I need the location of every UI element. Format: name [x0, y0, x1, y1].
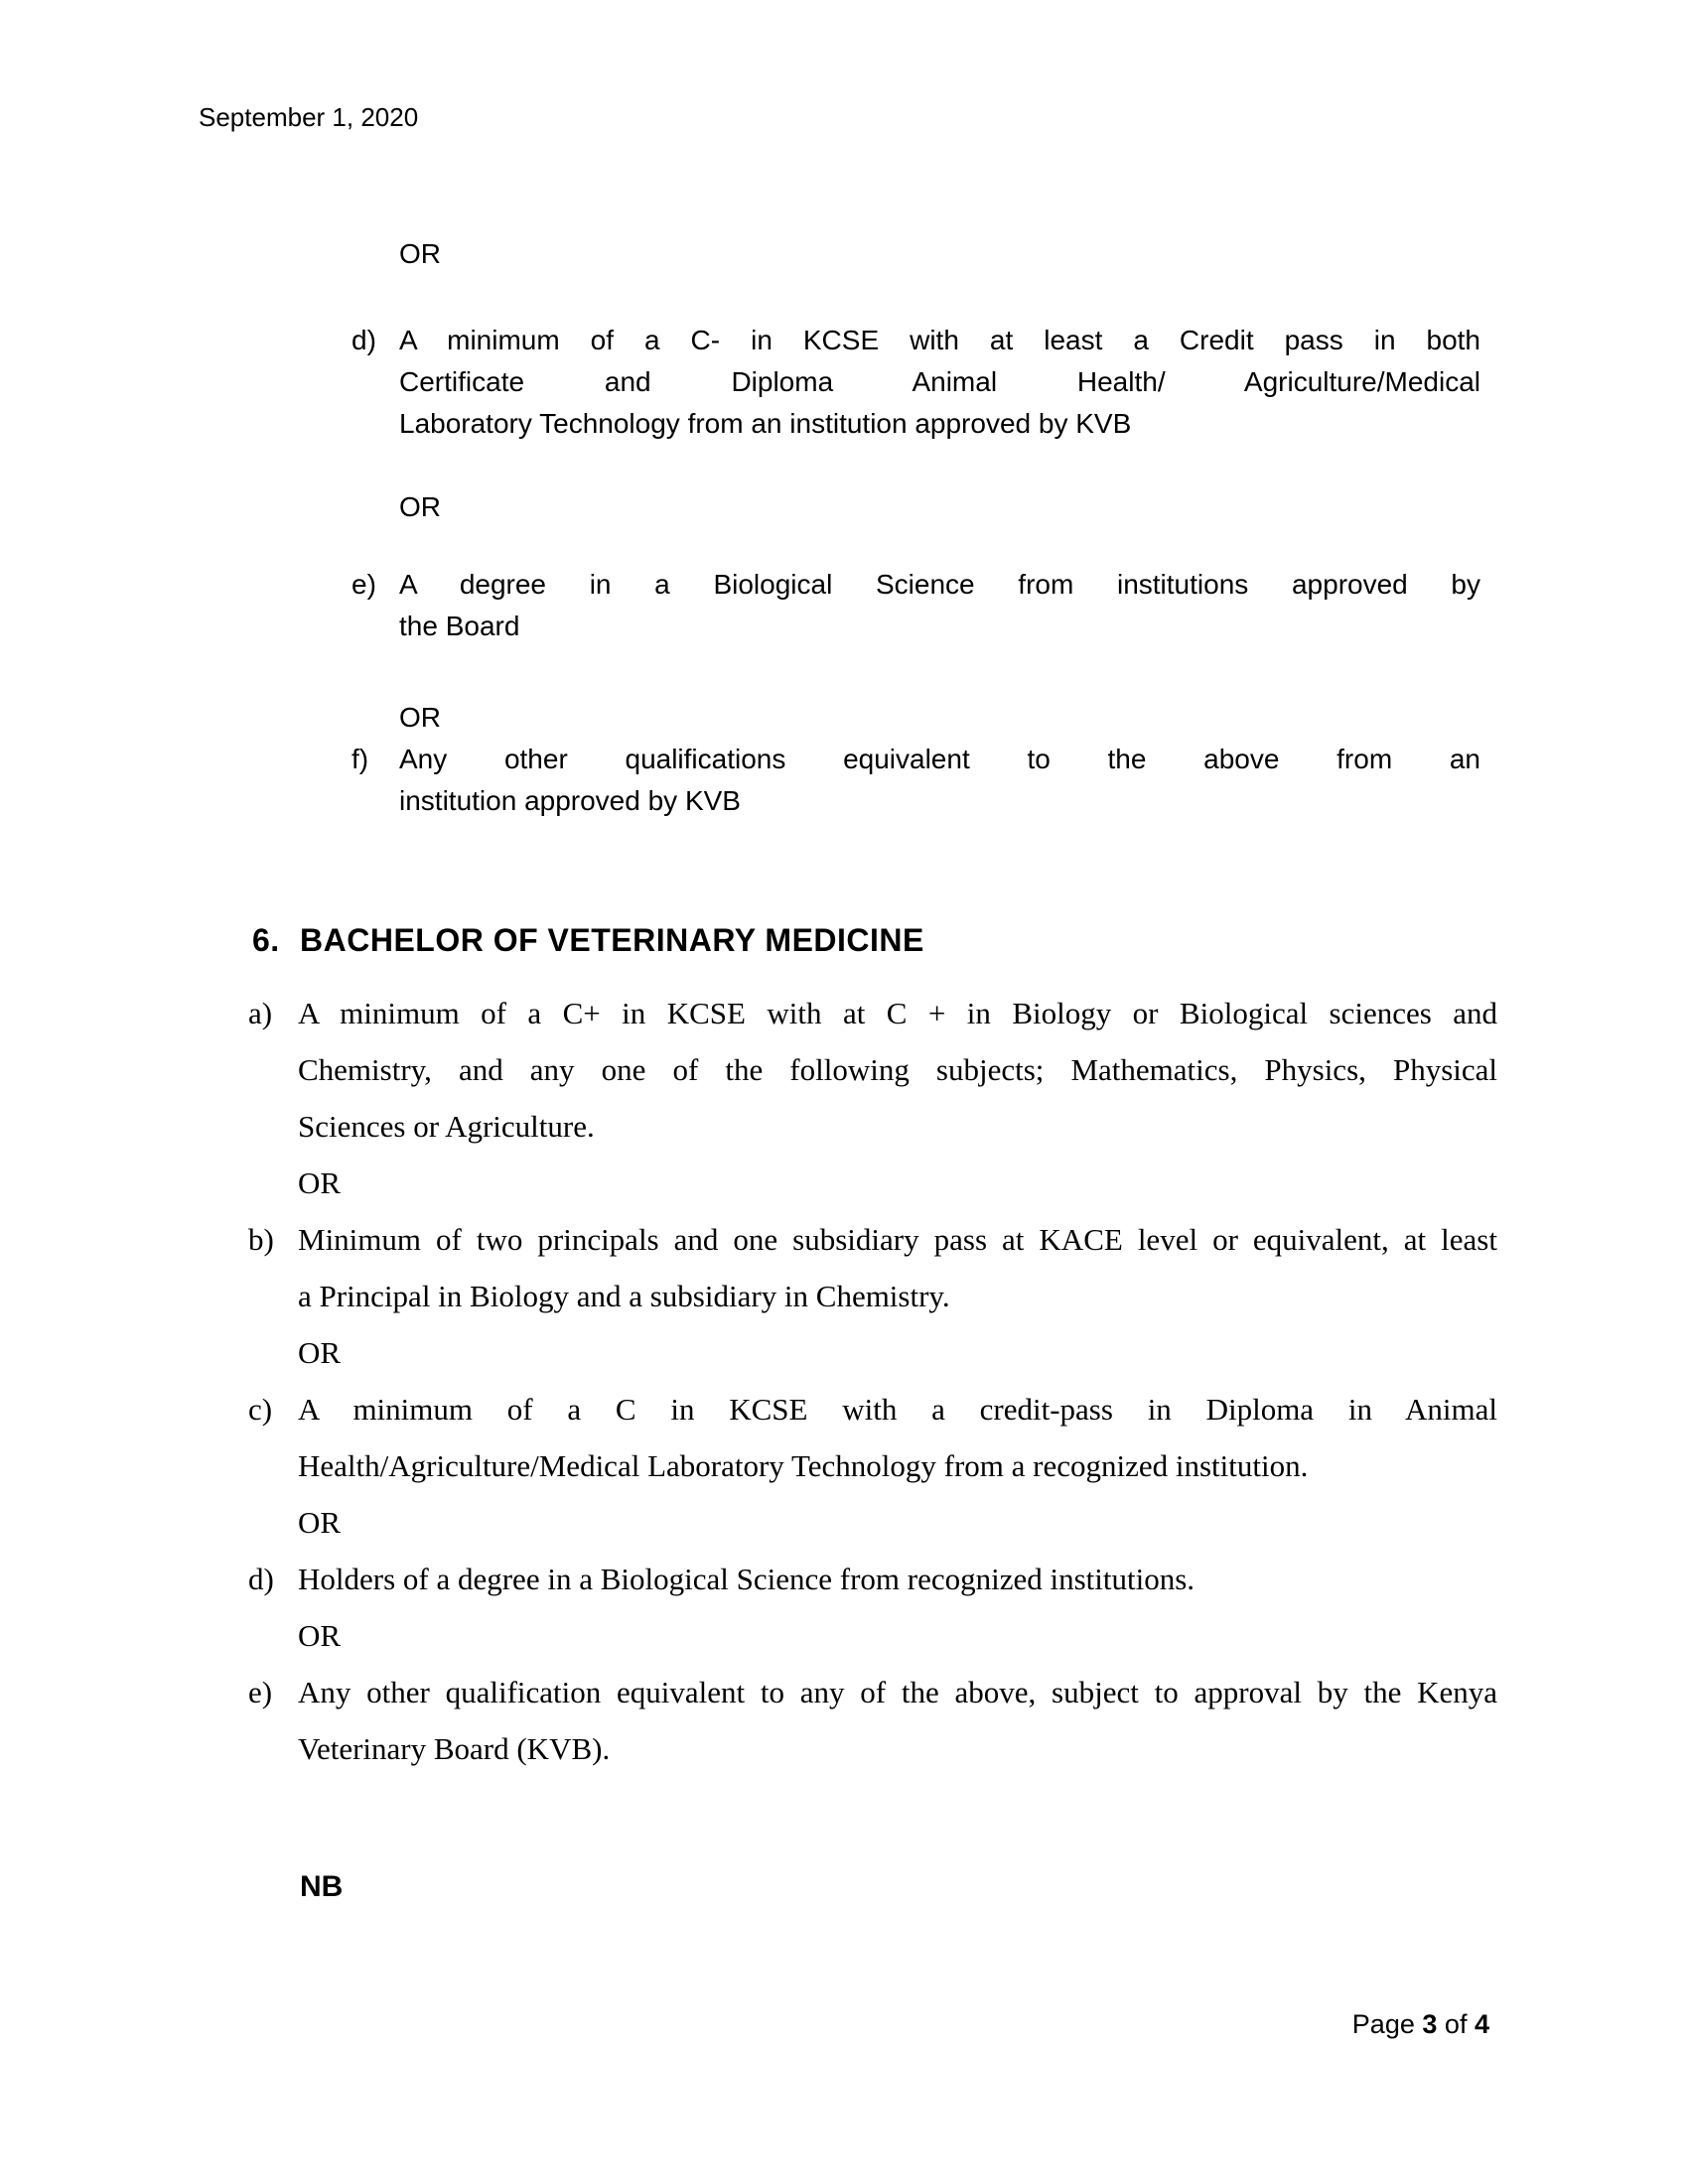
- list-item: [352, 739, 1480, 822]
- text-line: a Principal in Biology and a subsidiary in Chemistry.: [298, 1279, 950, 1313]
- text-line: Laboratory Technology from an institution approved by KVB: [399, 408, 1132, 439]
- or-separator: OR: [298, 1335, 342, 1370]
- list-item-label: d): [248, 1562, 274, 1596]
- list-item: [352, 320, 1480, 445]
- text-line: A minimum of a C in KCSE with a credit-pass in Diploma in Animal: [298, 1392, 1497, 1427]
- list-item-label: e): [248, 1675, 273, 1709]
- list-item-text: [399, 739, 1480, 822]
- footer-page-word: Page: [1351, 2009, 1415, 2039]
- list-item-label: d): [352, 325, 376, 355]
- list-item-text: [298, 1381, 1497, 1494]
- text-line: institution approved by KVB: [399, 785, 741, 816]
- section-title: BACHELOR OF VETERINARY MEDICINE: [300, 922, 924, 958]
- text-line: Minimum of two principals and one subsidiary pass at KACE level or equivalent, at least: [298, 1222, 1497, 1257]
- list-item: [248, 985, 1497, 1155]
- text-line: Sciences or Agriculture.: [298, 1109, 595, 1144]
- list-item-label: e): [352, 569, 376, 600]
- list-item-label: f): [352, 744, 369, 774]
- page-footer: [1352, 2007, 1489, 2041]
- or-separator: OR: [298, 1505, 342, 1540]
- footer-of-word: of: [1444, 2009, 1468, 2039]
- text-line: A degree in a Biological Science from institutions approved by: [399, 569, 1480, 600]
- section-heading: [252, 920, 924, 960]
- list-item-text: [298, 1211, 1497, 1324]
- text-line: A minimum of a C+ in KCSE with at C + in Biology or Biological sciences and: [298, 996, 1497, 1030]
- footer-page-number: 3: [1422, 2009, 1438, 2039]
- or-separator: OR: [298, 1165, 342, 1200]
- list-item-text: [399, 564, 1480, 647]
- list-item-label: b): [248, 1222, 274, 1257]
- list-item-text: [399, 320, 1480, 445]
- text-line: Health/Agriculture/Medical Laboratory Technology from a recognized institution.: [298, 1448, 1309, 1483]
- footer-page-total: 4: [1474, 2009, 1489, 2039]
- or-separator: OR: [399, 702, 441, 733]
- text-line: Holders of a degree in a Biological Science from recognized institutions.: [298, 1562, 1196, 1596]
- list-item: [248, 1211, 1497, 1324]
- text-line: the Board: [399, 611, 520, 641]
- or-separator: OR: [298, 1618, 342, 1653]
- section-number: 6.: [252, 922, 280, 958]
- text-line: Any other qualifications equivalent to the above from an: [399, 744, 1480, 774]
- or-separator: OR: [399, 491, 441, 522]
- or-separator: OR: [399, 238, 441, 269]
- document-date: September 1, 2020: [199, 102, 419, 132]
- list-item: [248, 1381, 1497, 1494]
- list-item-text: [298, 1664, 1497, 1777]
- list-item-text: [298, 1551, 1497, 1607]
- list-item: [352, 564, 1480, 647]
- text-line: A minimum of a C- in KCSE with at least a Credit pass in both: [399, 325, 1480, 355]
- text-line: Certificate and Diploma Animal Health/ Agriculture/Medical: [399, 366, 1480, 397]
- text-line: Any other qualification equivalent to any of the above, subject to approval by the Kenya: [298, 1675, 1497, 1709]
- list-item-label: a): [248, 996, 273, 1030]
- list-item-label: c): [248, 1392, 273, 1427]
- list-item-text: [298, 985, 1497, 1155]
- list-item: [248, 1664, 1497, 1777]
- nb-label: NB: [300, 1870, 344, 1903]
- text-line: Chemistry, and any one of the following subjects; Mathematics, Physics, Physical: [298, 1052, 1497, 1087]
- text-line: Veterinary Board (KVB).: [298, 1731, 611, 1766]
- list-item: [248, 1551, 1497, 1607]
